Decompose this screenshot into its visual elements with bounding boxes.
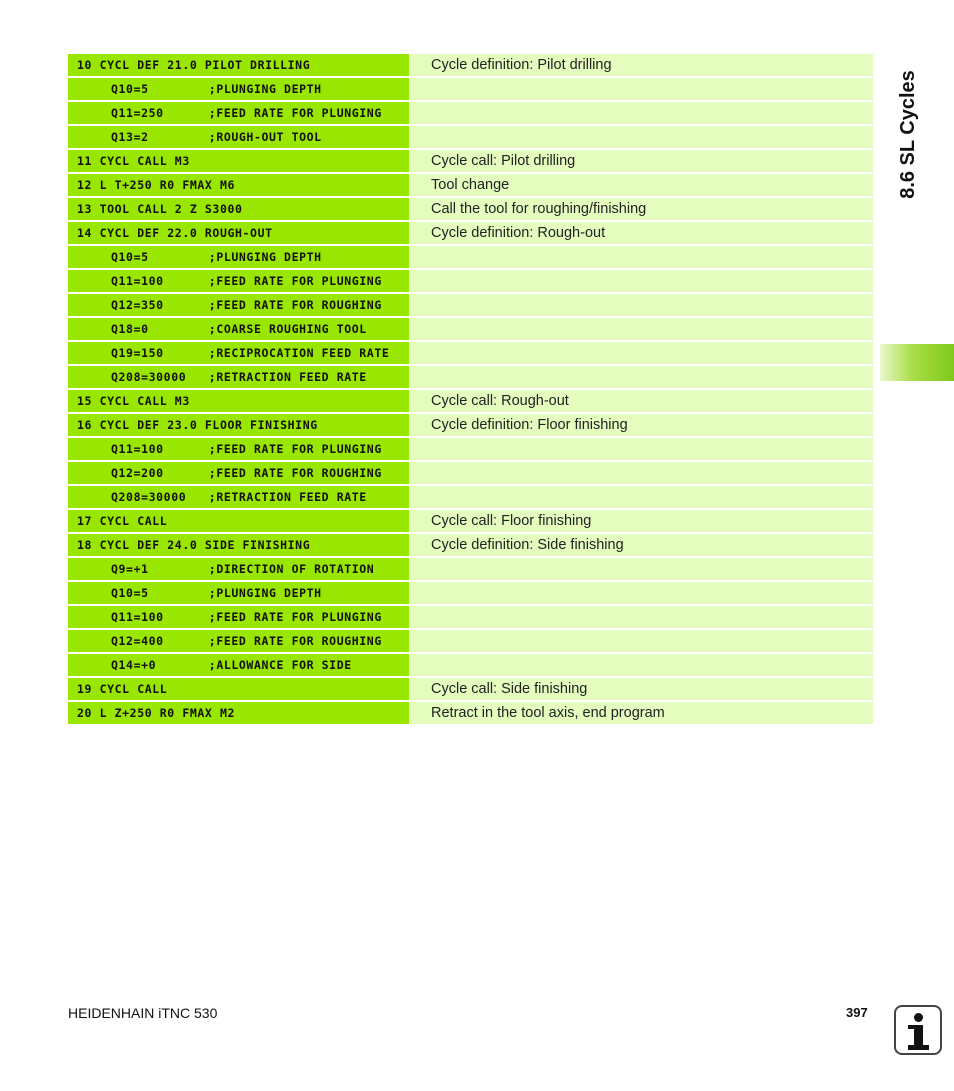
nc-code-cell: Q10=5 ;PLUNGING DEPTH (68, 246, 409, 268)
description-cell: Cycle call: Rough-out (409, 390, 873, 412)
nc-code-cell: Q11=250 ;FEED RATE FOR PLUNGING (68, 102, 409, 124)
description-cell: Cycle call: Pilot drilling (409, 150, 873, 172)
section-title (888, 44, 928, 224)
table-row (68, 150, 873, 172)
description-cell (409, 558, 873, 580)
table-row (68, 246, 873, 268)
nc-code-cell: Q13=2 ;ROUGH-OUT TOOL (68, 126, 409, 148)
program-table (68, 54, 873, 726)
description-cell: Cycle definition: Pilot drilling (409, 54, 873, 76)
table-row (68, 654, 873, 676)
nc-code-cell: Q10=5 ;PLUNGING DEPTH (68, 582, 409, 604)
table-row (68, 342, 873, 364)
description-cell (409, 486, 873, 508)
description-cell: Call the tool for roughing/finishing (409, 198, 873, 220)
nc-code-cell: 17 CYCL CALL (68, 510, 409, 532)
section-title-text: 8.6 SL Cycles (896, 69, 919, 199)
nc-code-cell: 18 CYCL DEF 24.0 SIDE FINISHING (68, 534, 409, 556)
table-row (68, 462, 873, 484)
description-cell (409, 654, 873, 676)
nc-code-cell: Q19=150 ;RECIPROCATION FEED RATE (68, 342, 409, 364)
table-row (68, 174, 873, 196)
nc-code-cell: 12 L T+250 R0 FMAX M6 (68, 174, 409, 196)
description-cell (409, 366, 873, 388)
nc-code-cell: Q9=+1 ;DIRECTION OF ROTATION (68, 558, 409, 580)
description-cell (409, 462, 873, 484)
description-cell: Cycle call: Floor finishing (409, 510, 873, 532)
nc-code-cell: Q14=+0 ;ALLOWANCE FOR SIDE (68, 654, 409, 676)
nc-code-cell: 19 CYCL CALL (68, 678, 409, 700)
nc-code-cell: Q208=30000 ;RETRACTION FEED RATE (68, 366, 409, 388)
description-cell (409, 102, 873, 124)
table-row (68, 198, 873, 220)
description-cell (409, 270, 873, 292)
nc-code-cell: Q12=400 ;FEED RATE FOR ROUGHING (68, 630, 409, 652)
table-row (68, 54, 873, 76)
nc-code-cell: Q10=5 ;PLUNGING DEPTH (68, 78, 409, 100)
table-row (68, 414, 873, 436)
description-cell: Tool change (409, 174, 873, 196)
table-row (68, 534, 873, 556)
nc-code-cell: 11 CYCL CALL M3 (68, 150, 409, 172)
table-row (68, 486, 873, 508)
table-row (68, 270, 873, 292)
description-cell (409, 318, 873, 340)
table-row (68, 606, 873, 628)
description-cell: Retract in the tool axis, end program (409, 702, 873, 724)
table-row (68, 702, 873, 724)
nc-code-cell: Q12=350 ;FEED RATE FOR ROUGHING (68, 294, 409, 316)
nc-code-cell: 10 CYCL DEF 21.0 PILOT DRILLING (68, 54, 409, 76)
table-row (68, 438, 873, 460)
nc-code-cell: Q11=100 ;FEED RATE FOR PLUNGING (68, 606, 409, 628)
table-row (68, 390, 873, 412)
nc-code-cell: 15 CYCL CALL M3 (68, 390, 409, 412)
footer-brand: HEIDENHAIN iTNC 530 (68, 1005, 218, 1021)
table-row (68, 510, 873, 532)
nc-code-cell: Q208=30000 ;RETRACTION FEED RATE (68, 486, 409, 508)
nc-code-cell: 13 TOOL CALL 2 Z S3000 (68, 198, 409, 220)
description-cell: Cycle definition: Floor finishing (409, 414, 873, 436)
description-cell (409, 126, 873, 148)
nc-code-cell: Q12=200 ;FEED RATE FOR ROUGHING (68, 462, 409, 484)
table-row (68, 222, 873, 244)
description-cell: Cycle call: Side finishing (409, 678, 873, 700)
table-row (68, 630, 873, 652)
table-row (68, 318, 873, 340)
nc-code-cell: Q11=100 ;FEED RATE FOR PLUNGING (68, 438, 409, 460)
nc-code-cell: Q11=100 ;FEED RATE FOR PLUNGING (68, 270, 409, 292)
description-cell: Cycle definition: Side finishing (409, 534, 873, 556)
description-cell (409, 438, 873, 460)
nc-code-cell: 20 L Z+250 R0 FMAX M2 (68, 702, 409, 724)
table-row (68, 582, 873, 604)
table-row (68, 126, 873, 148)
table-row (68, 294, 873, 316)
nc-code-cell: 14 CYCL DEF 22.0 ROUGH-OUT (68, 222, 409, 244)
description-cell: Cycle definition: Rough-out (409, 222, 873, 244)
table-row (68, 102, 873, 124)
nc-code-cell: 16 CYCL DEF 23.0 FLOOR FINISHING (68, 414, 409, 436)
description-cell (409, 78, 873, 100)
chapter-tab (880, 344, 954, 381)
info-icon (894, 1005, 942, 1055)
description-cell (409, 294, 873, 316)
table-row (68, 558, 873, 580)
table-row (68, 78, 873, 100)
table-row (68, 678, 873, 700)
nc-code-cell: Q18=0 ;COARSE ROUGHING TOOL (68, 318, 409, 340)
table-row (68, 366, 873, 388)
description-cell (409, 630, 873, 652)
description-cell (409, 582, 873, 604)
description-cell (409, 342, 873, 364)
description-cell (409, 246, 873, 268)
page-number: 397 (846, 1005, 868, 1020)
description-cell (409, 606, 873, 628)
